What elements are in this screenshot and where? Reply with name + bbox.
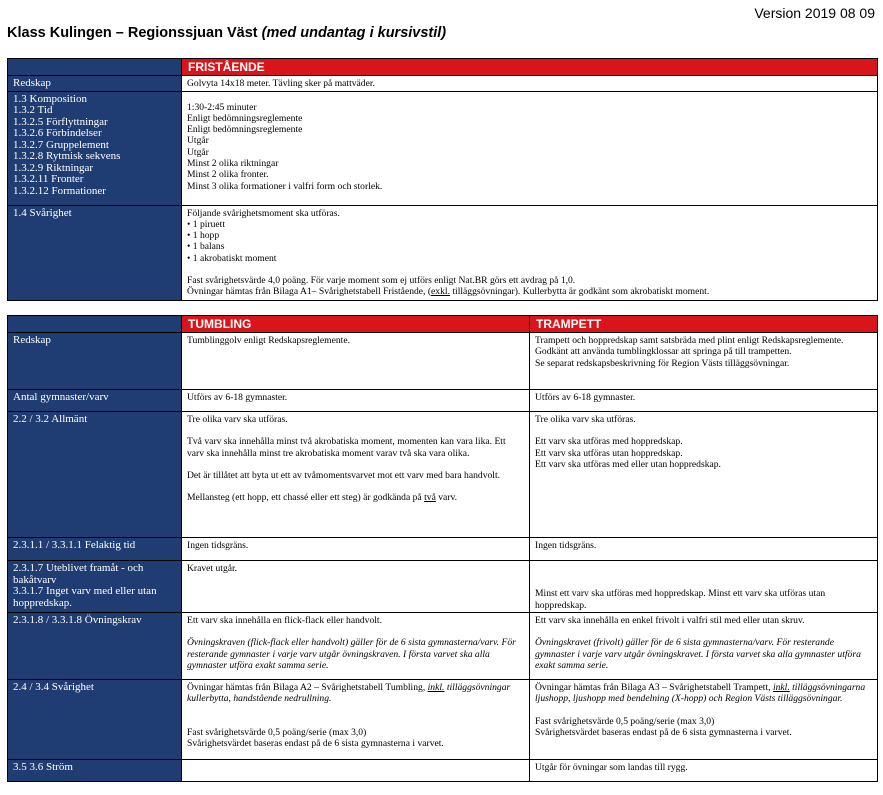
row-label-tid: 2.3.1.1 / 3.3.1.1 Felaktig tid — [8, 538, 182, 561]
trampett-svarighet-inkl: inkl. — [772, 682, 790, 693]
tumbling-allmant-p4 — [187, 492, 524, 503]
svarighet-fast-varde: Fast svårighetsvärde 4,0 poäng. För varje moment som ej utförs enligt Nat.BR görs ett avdrag på 1,0. — [187, 274, 576, 286]
trampett-strom: Utgår för övningar som landas till rygg. — [530, 760, 878, 782]
trampett-allmant-p3: Ett varv ska utföras utan hoppredskap. — [535, 447, 683, 459]
tumbling-uteblivet: Kravet utgår. — [182, 561, 530, 613]
row-label-strom: 3.5 3.6 Ström — [8, 760, 182, 782]
tumbling-svarighet-a: Övningar hämtas från Bilaga A2 – Svårighetstabell Tumbling, — [187, 682, 428, 693]
trampett-redskap-line2: Godkänt att använda tumblingklossar att springa på till trampetten. — [535, 346, 792, 358]
komposition-label: 1.3 Komposition — [13, 92, 87, 105]
row-value-redskap: Golvyta 14x18 meter. Tävling sker på mattväder. — [182, 76, 878, 92]
row-label-uteblivet — [8, 561, 182, 613]
trampett-redskap-line3: Se separat redskapsbeskrivning för Region Västs tilläggsövningar. — [535, 357, 790, 369]
tumbling-ovningskrav-p2: Övningskraven (flick-flack eller handvolt) gäller för de 6 sista gymnasterna/varv. För resterande gymnaster i varje varv utgår övningskraven. I första varvet ska alla gymnaster utföra exakt samma serie. — [187, 637, 516, 671]
header-fristaende: FRISTÅENDE — [182, 59, 878, 76]
trampett-allmant-p1: Tre olika varv ska utföras. — [535, 414, 636, 425]
fronter-label: 1.3.2.11 Fronter — [13, 173, 84, 185]
rytmisk-sekvens-value: Utgår — [187, 146, 209, 158]
trampett-ovningskrav — [530, 613, 878, 680]
version-text: Version 2019 08 09 — [754, 5, 875, 21]
svarighet-bullet-piruett: • 1 piruett — [187, 218, 225, 230]
row-label-svarighet-2: 2.4 / 3.4 Svårighet — [8, 680, 182, 760]
svarighet-ovningar — [187, 286, 872, 297]
header-tumbling: TUMBLING — [182, 316, 530, 333]
tumbling-strom — [182, 760, 530, 782]
trampett-tid: Ingen tidsgräns. — [530, 538, 878, 561]
tumbling-svarighet-p3: Svårighetsvärdet baseras endast på de 6 sista gymnasterna i varvet. — [187, 737, 444, 749]
trampett-ovningskrav-p1: Ett varv ska innehålla en enkel frivolt i valfri stil med eller utan skruv. — [535, 615, 805, 626]
title-main: Klass Kulingen – Regionssjuan Väst — [7, 25, 258, 41]
tumbling-allmant-p3: Det är tillåtet att byta ut ett av tvåmomentsvarvet mot ett varv med bara handvolt. — [187, 469, 501, 481]
row-label-redskap-2: Redskap — [8, 333, 182, 390]
trampett-svarighet — [530, 680, 878, 760]
tumbling-svarighet-it: tilläggsövningar kullerbytta, handstående nedrullning. — [187, 682, 511, 705]
uteblivet-label-1: 2.3.1.7 Uteblivet framåt - och bakåtvarv — [13, 562, 144, 586]
tumbling-svarighet — [182, 680, 530, 760]
title-italic: (med undantag i kursivstil) — [261, 25, 447, 41]
trampett-redskap-line1: Trampett och hoppredskap samt satsbräda med plint enligt Redskapsreglemente. — [535, 335, 844, 346]
gruppelement-value: Utgår — [187, 135, 209, 147]
tumbling-allmant-p4-a: Mellansteg (ett hopp, ett chassé eller ett steg) är godkända på — [187, 492, 425, 504]
tumbling-redskap: Tumblinggolv enligt Redskapsreglemente. — [182, 333, 530, 390]
tumbling-svarighet-p1 — [187, 682, 524, 705]
row-label-allmant: 2.2 / 3.2 Allmänt — [8, 412, 182, 538]
tumbling-allmant-p4-tva: två — [424, 492, 436, 504]
trampett-uteblivet — [530, 561, 878, 613]
row-label-redskap: Redskap — [8, 76, 182, 92]
trampett-svarighet-a: Övningar hämtas från Bilaga A3 – Svårighetstabell Trampett, — [535, 682, 773, 693]
header-trampett: TRAMPETT — [530, 316, 878, 333]
fronter-value: Minst 2 olika fronter. — [187, 169, 269, 181]
page-title — [7, 25, 446, 41]
tumbling-ovningskrav-p1: Ett varv ska innehålla en flick-flack eller handvolt. — [187, 615, 382, 626]
svarighet-ovningar-exkl: exkl. — [431, 286, 450, 298]
forflyttningar-label: 1.3.2.5 Förflyttningar — [13, 115, 108, 128]
tid-label: 1.3.2 Tid — [13, 104, 53, 116]
svarighet-ovningar-a: Övningar hämtas från Bilaga A1– Svårighetstabell Fristående, ( — [187, 286, 432, 298]
tumbling-antal: Utförs av 6-18 gymnaster. — [182, 390, 530, 412]
riktningar-value: Minst 2 olika riktningar — [187, 157, 279, 169]
gruppelement-label: 1.3.2.7 Gruppelement — [13, 138, 109, 151]
tumbling-allmant-p1: Tre olika varv ska utföras. — [187, 414, 288, 425]
svarighet-intro: Följande svårighetsmoment ska utföras. — [187, 207, 340, 219]
trampett-allmant — [530, 412, 878, 538]
row-value-komposition — [182, 91, 878, 205]
row-label-komposition — [8, 91, 182, 205]
tumbling-svarighet-p2: Fast svårighetsvärde 0,5 poäng/serie (max 3,0) — [187, 726, 367, 738]
svarighet-bullet-balans: • 1 balans — [187, 241, 225, 253]
forbindelser-label: 1.3.2.6 Förbindelser — [13, 127, 102, 139]
tumbling-ovningskrav — [182, 613, 530, 680]
formationer-label: 1.3.2.12 Formationer — [13, 184, 106, 197]
trampett-svarighet-p2: Fast svårighetsvärde 0,5 poäng/serie (max 3,0) — [535, 715, 715, 727]
row-label-antal: Antal gymnaster/varv — [8, 390, 182, 412]
header-blank — [8, 59, 182, 76]
forflyttningar-value: Enligt bedömningsreglemente — [187, 112, 303, 124]
fristaende-table — [7, 58, 878, 301]
tumbling-allmant — [182, 412, 530, 538]
svarighet-bullet-akrobatiskt: • 1 akrobatiskt moment — [187, 252, 277, 264]
trampett-svarighet-p1 — [535, 682, 872, 705]
row-label-svarighet: 1.4 Svårighet — [8, 205, 182, 300]
tumbling-svarighet-inkl: inkl. — [427, 682, 445, 693]
trampett-allmant-p2: Ett varv ska utföras med hoppredskap. — [535, 436, 683, 448]
tumbling-tid: Ingen tidsgräns. — [182, 538, 530, 561]
forbindelser-value: Enligt bedömningsreglemente — [187, 124, 303, 136]
tumbling-allmant-p4-b: varv. — [435, 492, 458, 504]
rytmisk-sekvens-label: 1.3.2.8 Rytmisk sekvens — [13, 150, 121, 162]
trampett-allmant-p4: Ett varv ska utföras med eller utan hoppredskap. — [535, 458, 721, 470]
tid-value: 1:30-2:45 minuter — [187, 101, 257, 113]
uteblivet-label-2: 3.3.1.7 Inget varv med eller utan hoppredskap. — [13, 585, 157, 609]
riktningar-label: 1.3.2.9 Riktningar — [13, 161, 94, 174]
trampett-svarighet-it: tilläggsövningarna ljushopp, ljushopp med bendelning (X-hopp) och Region Västs tilläggsövningar. — [535, 682, 866, 705]
row-value-svarighet — [182, 205, 878, 300]
tumbling-allmant-p2: Två varv ska innehålla minst två akrobatiska moment, momenten kan vara lika. Ett varv ska innehålla minst tre akrobatiska moment varav två ska vara olika. — [187, 436, 506, 459]
svarighet-bullet-hopp: • 1 hopp — [187, 230, 220, 242]
header-blank-2 — [8, 316, 182, 333]
trampett-redskap — [530, 333, 878, 390]
trampett-ovningskrav-p2: Övningskravet (frivolt) gäller för de 6 sista gymnasterna/varv. För resterande gymnaster i varje varv utgår övningskravet. I första varvet ska alla gymnaster utföra exakt samma serie. — [535, 637, 861, 671]
trampett-uteblivet-text: Minst ett varv ska utföras med hoppredskap. Minst ett varv ska utföras utan hoppredskap. — [535, 588, 826, 611]
svarighet-ovningar-b: tilläggsövningar). Kullerbytta är godkänt som akrobatiskt moment. — [449, 286, 710, 298]
formationer-value: Minst 3 olika formationer i valfri form och storlek. — [187, 180, 383, 192]
trampett-svarighet-p3: Svårighetsvärdet baseras endast på de 6 sista gymnasterna i varvet. — [535, 726, 792, 738]
trampett-antal: Utförs av 6-18 gymnaster. — [530, 390, 878, 412]
tumbling-trampett-table — [7, 315, 878, 782]
row-label-ovningskrav: 2.3.1.8 / 3.3.1.8 Övningskrav — [8, 613, 182, 680]
